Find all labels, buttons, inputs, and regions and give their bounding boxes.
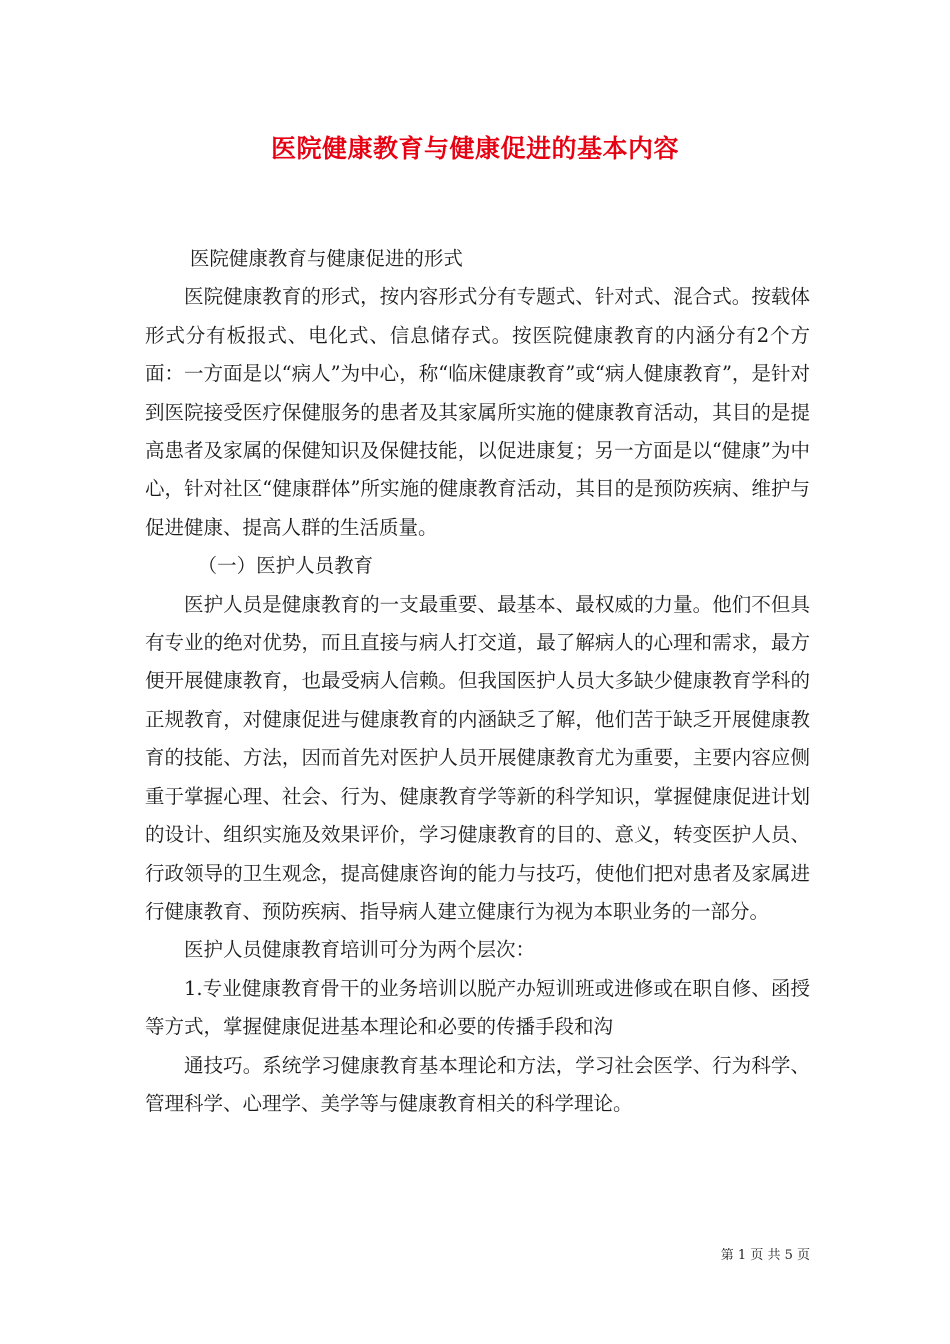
paragraph-training-item-1: 1.专业健康教育骨干的业务培训以脱产办短训班或进修或在职自修、函授等方式，掌握健康促进基本理论和必要的传播手段和沟 <box>145 976 810 1039</box>
paragraph-forms: 医院健康教育的形式，按内容形式分有专题式、针对式、混合式。按载体形式分有板报式、电化式、信息储存式。按医院健康教育的内涵分有2个方面：一方面是以“病人”为中心，称“临床健康教育”或“病人健康教育”，是针对到医院接受医疗保健服务的患者及其家属所实施的健康教育活动，其目的是提高患者及家属的保健知识及保健技能，以促进康复；另一方面是以“健康”为中心，针对社区“健康群体”所实施的健康教育活动，其目的是预防疾病、维护与促进健康、提高人群的生活质量。 <box>145 285 810 539</box>
document-title: 医院健康教育与健康促进的基本内容 <box>270 134 679 163</box>
paragraph-training-levels: 医护人员健康教育培训可分为两个层次： <box>184 938 536 962</box>
paragraph-medical-staff: 医护人员是健康教育的一支最重要、最基本、最权威的力量。他们不但具有专业的绝对优势，而且直接与病人打交道，最了解病人的心理和需求，最方便开展健康教育，也最受病人信赖。但我国医护人员大多缺少健康教育学科的正规教育，对健康促进与健康教育的内涵缺乏了解，他们苦于缺乏开展健康教育的技能、方法，因而首先对医护人员开展健康教育尤为重要，主要内容应侧重于掌握心理、社会、行为、健康教育学等新的科学知识，掌握健康促进计划的设计、组织实施及效果评价，学习健康教育的目的、意义，转变医护人员、行政领导的卫生观念，提高健康咨询的能力与技巧，使他们把对患者及家属进行健康教育、预防疾病、指导病人建立健康行为视为本职业务的一部分。 <box>145 592 810 923</box>
page-number-label: 第 1 页 共 5 页 <box>720 1248 810 1263</box>
section-heading: 医院健康教育与健康促进的形式 <box>189 247 463 270</box>
page-footer <box>721 1247 810 1265</box>
document-body <box>145 240 810 1123</box>
subheading-medical-staff: （一）医护人员教育 <box>197 554 374 578</box>
paragraph-training-item-1-cont: 通技巧。系统学习健康教育基本理论和方法，学习社会医学、行为科学、管理科学、心理学、美学等与健康教育相关的科学理论。 <box>145 1053 810 1115</box>
